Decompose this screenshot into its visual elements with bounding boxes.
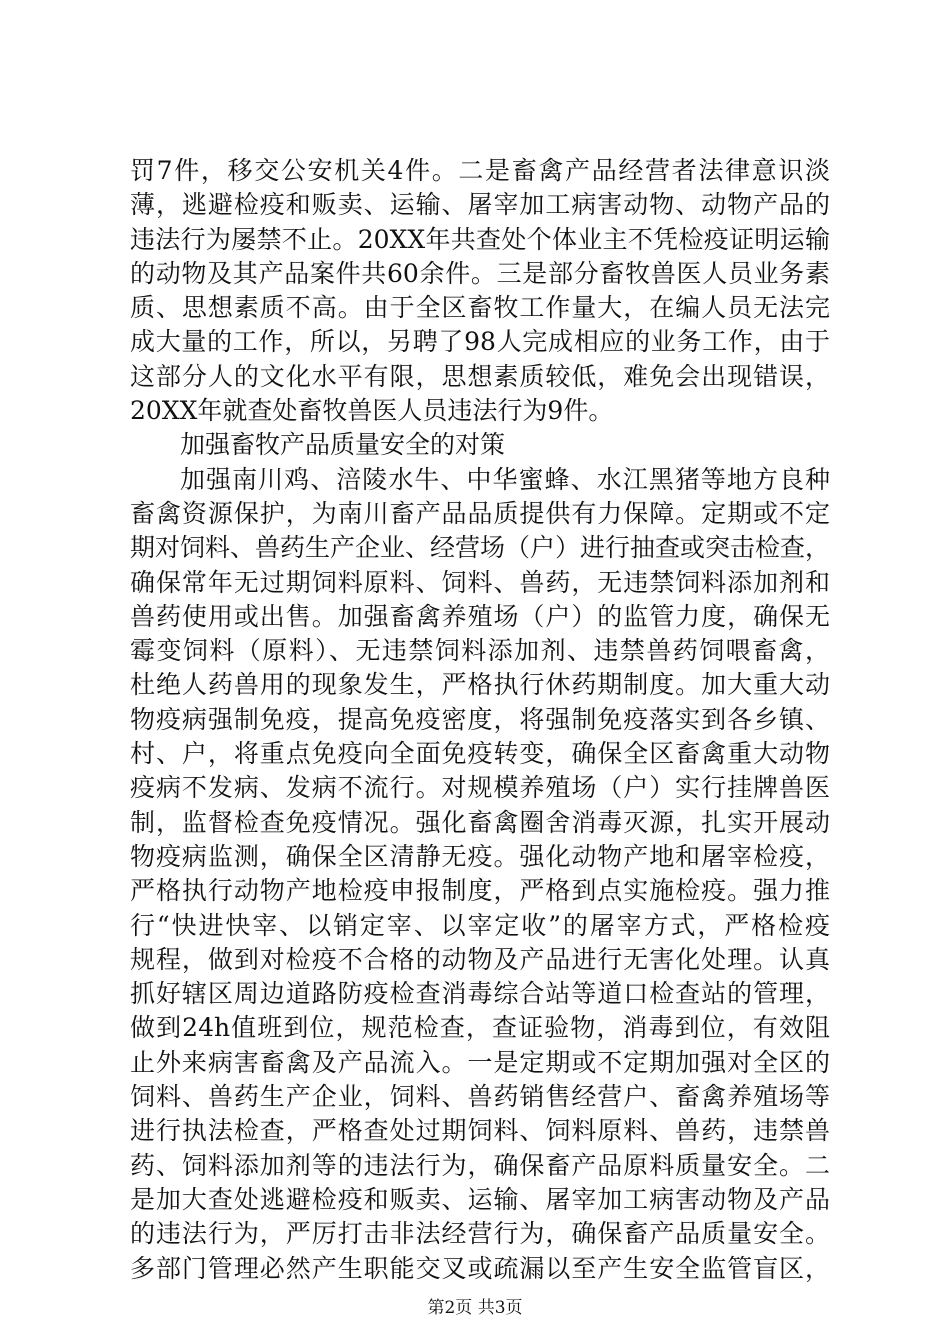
text-line: 的违法行为，严厉打击非法经营行为，确保畜产品质量安全。 [130, 1219, 830, 1249]
text-line: 是加大查处逃避检疫和贩卖、运输、屠宰加工病害动物及产品 [130, 1184, 830, 1214]
text-line: 加强南川鸡、涪陵水牛、中华蜜蜂、水江黑猪等地方良种 [180, 464, 830, 494]
text-line: 村、户，将重点免疫向全面免疫转变，确保全区畜禽重大动物 [130, 739, 830, 769]
text-line: 杜绝人药兽用的现象发生，严格执行休药期制度。加大重大动 [130, 670, 830, 700]
text-line: 制，监督检查免疫情况。强化畜禽圈舍消毒灭源，扎实开展动 [130, 807, 830, 837]
text-line: 抓好辖区周边道路防疫检查消毒综合站等道口检查站的管理， [130, 979, 830, 1009]
section-heading: 加强畜牧产品质量安全的对策 [180, 430, 506, 460]
page-footer: 第2页 共3页 [427, 1298, 523, 1318]
text-line: 20XX年就查处畜牧兽医人员违法行为9件。 [130, 396, 614, 426]
text-line: 期对饲料、兽药生产企业、经营场（户）进行抽查或突击检查， [130, 533, 831, 563]
text-line: 确保常年无过期饲料原料、饲料、兽药，无违禁饲料添加剂和 [130, 567, 830, 597]
text-line: 做到24h值班到位，规范检查，查证验物，消毒到位，有效阻 [130, 1013, 830, 1043]
text-line: 薄，逃避检疫和贩卖、运输、屠宰加工病害动物、动物产品的 [130, 190, 830, 220]
text-line: 霉变饲料（原料）、无违禁饲料添加剂、违禁兽药饲喂畜禽， [130, 636, 830, 666]
text-line: 罚7件，移交公安机关4件。二是畜禽产品经营者法律意识淡 [130, 156, 830, 185]
text-line: 质、思想素质不高。由于全区畜牧工作量大，在编人员无法完 [130, 293, 830, 323]
text-line: 规程，做到对检疫不合格的动物及产品进行无害化处理。认真 [130, 944, 830, 974]
text-line: 畜禽资源保护，为南川畜产品品质提供有力保障。定期或不定 [130, 498, 830, 528]
text-line: 这部分人的文化水平有限，思想素质较低，难免会出现错误， [130, 361, 830, 391]
text-line: 疫病不发病、发病不流行。对规模养殖场（户）实行挂牌兽医 [130, 773, 830, 803]
text-line: 成大量的工作，所以，另聘了98人完成相应的业务工作，由于 [130, 327, 830, 357]
text-line: 物疫病强制免疫，提高免疫密度，将强制免疫落实到各乡镇、 [130, 704, 830, 734]
text-line: 行“快进快宰、以销定宰、以宰定收”的屠宰方式，严格检疫 [130, 910, 830, 940]
text-line: 进行执法检查，严格查处过期饲料、饲料原料、兽药，违禁兽 [130, 1116, 830, 1146]
text-line: 止外来病害畜禽及产品流入。一是定期或不定期加强对全区的 [130, 1047, 830, 1077]
text-line: 饲料、兽药生产企业，饲料、兽药销售经营户、畜禽养殖场等 [130, 1082, 830, 1112]
text-line: 违法行为屡禁不止。20XX年共查处个体业主不凭检疫证明运输 [130, 224, 830, 254]
text-line: 多部门管理必然产生职能交叉或疏漏以至产生安全监管盲区， [130, 1253, 830, 1283]
text-line: 兽药使用或出售。加强畜禽养殖场（户）的监管力度，确保无 [130, 601, 830, 631]
body-text [130, 154, 830, 1286]
text-line: 物疫病监测，确保全区清静无疫。强化动物产地和屠宰检疫， [130, 841, 830, 871]
text-line: 药、饲料添加剂等的违法行为，确保畜产品原料质量安全。二 [130, 1150, 830, 1180]
text-line: 的动物及其产品案件共60余件。三是部分畜牧兽医人员业务素 [130, 258, 830, 288]
text-line: 严格执行动物产地检疫申报制度，严格到点实施检疫。强力推 [130, 876, 830, 906]
